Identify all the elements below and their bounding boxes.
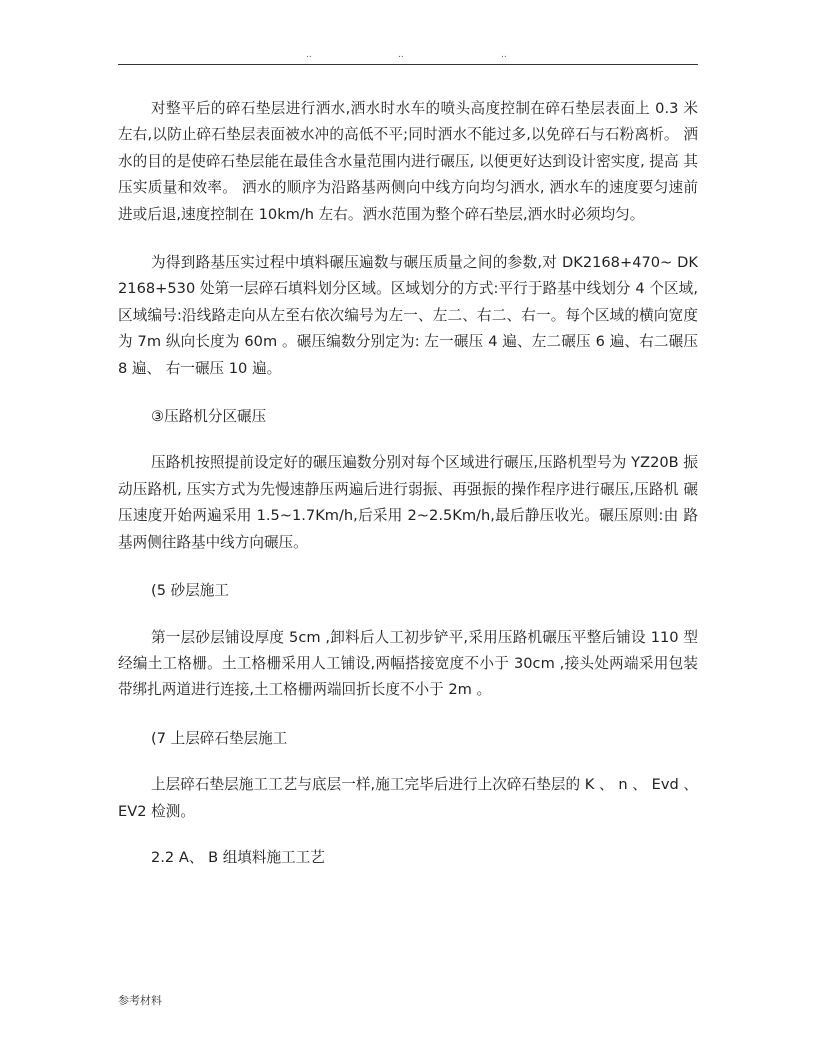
paragraph-sand-layer: 第一层砂层铺设厚度 5cm ,卸料后人工初步铲平,采用压路机碾压平整后铺设 110 型 经编土工格栅。土工格栅采用人工铺设,两幅搭接宽度不小于 30cm ,接头处两端采用包装 带绑扎两道进行连接,土工格栅两端回折长度不小于 2m 。 — [118, 628, 698, 699]
paragraph-watering: 对整平后的碎石垫层进行洒水,洒水时水车的喷头高度控制在碎石垫层表面上 0.3 米 左右,以防止碎石垫层表面被水冲的高低不平;同时洒水不能过多,以免碎石与石粉离析。 洒水的目的是使碎石垫层能在最佳含水量范围内进行碾压, 以便更好达到设计密实度, 提高 其压实质量和效率。 洒水的顺序为沿路基两侧向中线方向均匀洒水, 洒水车的速度要匀速前 进或后退,速度控制在 10km/h 左右。洒水范围为整个碎石垫层,洒水时必须均匀。 — [118, 100, 698, 223]
paragraph-upper-gravel: 上层碎石垫层施工工艺与底层一样,施工完毕后进行上次碎石垫层的 K 、 n 、 Evd 、 EV2 检测。 — [118, 776, 698, 820]
header-mark: .. — [501, 50, 507, 60]
heading-roller-zones: ③压路机分区碾压 — [151, 408, 267, 426]
heading-ab-fill: 2.2 A、 B 组填料施工工艺 — [151, 848, 325, 866]
heading-sand-layer: (5 砂层施工 — [151, 582, 229, 600]
document-body — [118, 96, 698, 871]
heading-upper-gravel: (7 上层碎石垫层施工 — [151, 729, 288, 747]
page-footer: 参考材料 — [118, 994, 162, 1007]
header-mark: .. — [306, 50, 312, 60]
header-mark: .. — [398, 50, 404, 60]
paragraph-zoning: 为得到路基压实过程中填料碾压遍数与碾压质量之间的参数,对 DK2168+470~ DK2168+530 处第一层碎石填料划分区域。区域划分的方式:平行于路基中线划分 4 个区域, 区域编号:沿线路走向从左至右依次编号为左一、左二、右二、右一。每个区域的横向宽度 为 7m 纵向长度为 60m 。碾压编数分别定为: 左一碾压 4 遍、左二碾压 6 遍、右二碾压 8 遍、 右一碾压 10 遍。 — [118, 254, 698, 377]
header-rule — [118, 64, 698, 65]
paragraph-roller: 压路机按照提前设定好的碾压遍数分别对每个区域进行碾压,压路机型号为 YZ20B 振 动压路机, 压实方式为先慢速静压两遍后进行弱振、再强振的操作程序进行碾压,压路机 碾压速度开始两遍采用 1.5~1.7Km/h,后采用 2~2.5Km/h,最后静压收光。碾压原则:由 路基两侧往路基中线方向碾压。 — [118, 454, 698, 551]
